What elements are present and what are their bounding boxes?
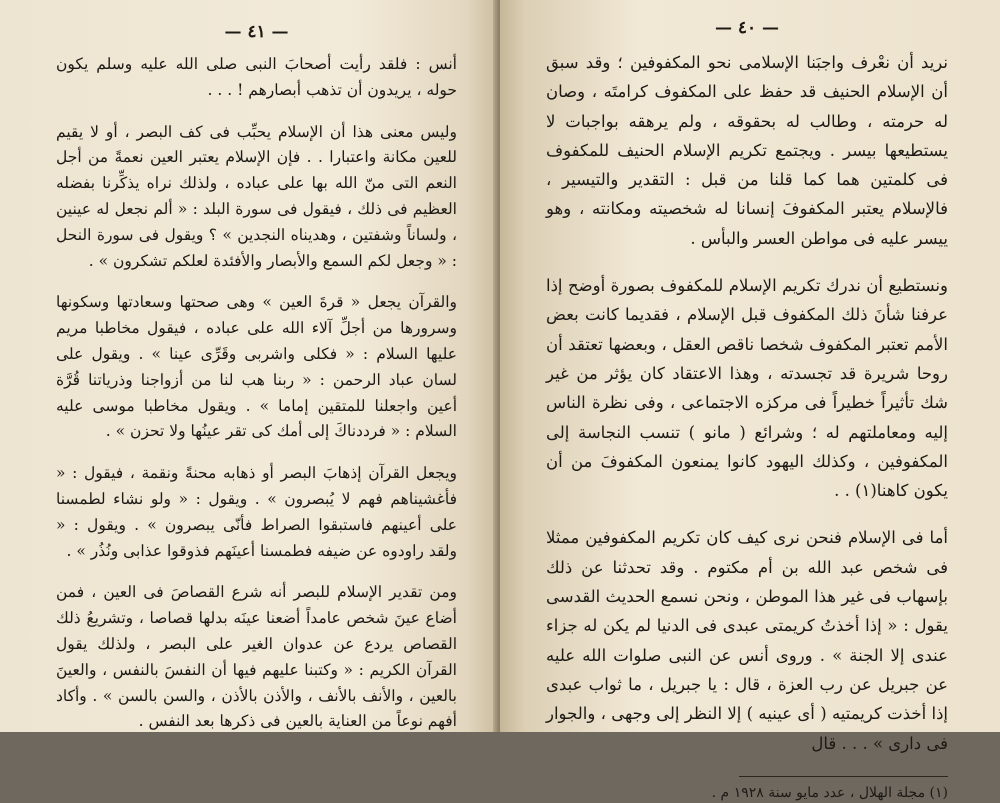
left-page <box>0 0 497 732</box>
paragraph: أنس : فلقد رأيت أصحابَ النبى صلى الله عليه وسلم يكون حوله ، يريدون أن تذهب أبصارهم ! . . . <box>56 55 457 99</box>
paragraph: ونستطيع أن ندرك تكريم الإسلام للمكفوف بصورة أوضح إذا عرفنا شأنَ ذلك المكفوف قبل الإسلام ، فقديما كانت بعض الأمم تعتبر المكفوف شخصا ناقص العقل ، وبعضها تعتقد أن روحا شريرة قد تجسدته ، وهذا الاعتقاد كان يؤثر من غير شك تأثيراً خطيراً فى مركزه الاجتماعى ، وفى نظرة الناس إليه ومعاملتهم له ؛ وشرائع ( مانو ) تنسب النجاسة إلى المكفوفين ، وكذلك اليهود كانوا يمنعون المكفوفَ من أن يكون كاهنا(١) . . <box>546 276 948 501</box>
footnote-divider <box>739 776 948 777</box>
paragraph: والقرآن يجعل « قرةَ العين » وهى صحتها وسعادتها وسكونها وسرورها من أجلِّ آلاء الله على عباده ، فيقول مخاطبا مريم عليها السلام : « فكلى واشربى وقَرِّى عينا » . ويقول على لسان عباد الرحمن : « ربنا هب لنا من أزواجنا وذرياتنا قُرَّة أعين واجعلنا للمتقين إماما » . ويقول مخاطبا موسى عليه السلام : « فرددناكَ إلى أمك كى تقر عينُها ولا تحزن » . <box>56 293 457 441</box>
paragraph: نريد أن نعْرف واجبَنا الإسلامى نحو المكفوفين ؛ وقد سبق أن الإسلام الحنيف قد حفظ على المكفوف كرامتَه ، وصان له حرمته ، وطالب له بحقوقه ، ولم يرهقه بواجبات لا يستطيعها بيسر . ويجتمع تكريم الإسلام الحنيف للمكفوف فى كلمتين هما كما قلنا من قبل : التقدير والتيسير ، فالإسلام يعتبر المكفوفَ إنسانا له شخصيته ومكانته ، وهو ييسر عليه فى مواطن العسر والبأس . <box>546 53 948 248</box>
paragraph: ومن تقدير الإسلام للبصر أنه شرع القصاصَ فى العين ، فمن أضاع عينَ شخص عامداً أضعنا عينَه بدلها قصاصا ، وتشريعُ ذلك القصاص يردع عن عدوان الغير على البصر ، ولذلك يقول القرآن الكريم : « وكتبنا عليهم فيها أن النفسَ بالنفس ، والعينَ بالعين ، والأنف بالأنف ، والأذن بالأذن ، والسن بالسن » . وأكاد أفهم نوعاً من العناية بالعين فى ذكرها بعد النفس . <box>56 583 457 731</box>
paragraph: أما فى الإسلام فنحن نرى كيف كان تكريم المكفوفين ممثلا فى شخص عبد الله بن أم مكتوم . وقد تحدثنا عن ذلك بإسهاب فى غير هذا الموطن ، ونحن نسمع الحديث القدسى يقول : « إذا أخذتُ كريمتى عبدى فى الدنيا لم يكن له جزاء عندى إلا الجنة » . وروى أنس عن النبى صلوات الله عليه عن جبريل عن رب العزة ، قال : يا جبريل ، ما ثواب عبدى إذا أخذت كريمتيه ( أى عينيه ) إلا النظر إلى وجهى ، والجوار فى دارى » . . . قال <box>546 528 948 753</box>
right-page <box>500 0 1000 801</box>
paragraph: وليس معنى هذا أن الإسلام يحبِّب فى كف البصر ، أو لا يقيم للعين مكانة واعتبارا . . فإن الإسلام يعتبر العين نعمةً من أجل النعم التى منّ الله بها على عباده ، ولذلك نراه يذكِّرنا بفضله العظيم فى ذلك ، فيقول فى سورة البلد : « ألم نجعل له عينين ، ولساناً وشفتين ، وهديناه النجدين » ؟ ويقول فى سورة النحل : « وجعل لكم السمع والأبصار والأفئدة لعلكم تشكرون » . <box>56 122 457 270</box>
page-number: — ٤٠ — <box>714 18 780 38</box>
paragraph: ويجعل القرآن إذهابَ البصر أو ذهابه محنةً ونقمة ، فيقول : « فأغشيناهم فهم لا يُبصرون » . ويقول : « ولو نشاء لطمسنا على أعينهم فاستبقوا الصراط فأنّى يبصرون » . ويقول : « ولقد راودوه عن ضيفه فطمسنا أعينَهم فذوقوا عذابى ونُذُر » . <box>56 464 457 560</box>
footnote: (١) مجلة الهلال ، عدد مايو سنة ١٩٢٨ م . <box>711 784 948 801</box>
page-number: — ٤١ — <box>224 22 289 42</box>
